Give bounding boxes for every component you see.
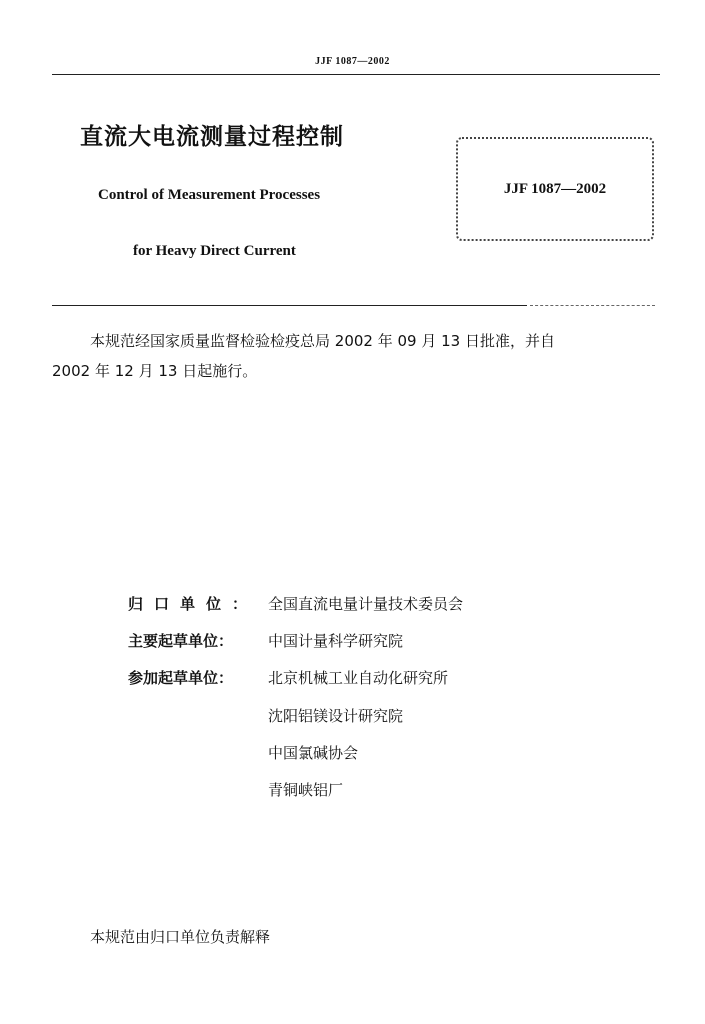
title-chinese: 直流大电流测量过程控制 (80, 124, 344, 150)
responsible-unit-label: 归口单位： (128, 595, 259, 613)
main-drafter-row (128, 629, 404, 653)
participants-row-2 (128, 704, 404, 728)
participant-item: 中国氯碱协会 (268, 744, 359, 762)
interpretation-note: 本规范由归口单位负责解释 (90, 928, 271, 946)
participant-item: 北京机械工业自动化研究所 (268, 669, 449, 687)
title-english-line1: Control of Measurement Processes (98, 187, 321, 203)
participant-item: 沈阳铝镁设计研究院 (268, 707, 404, 725)
approval-line2: 2002 年 12 月 13 日起施行。 (52, 362, 258, 380)
approval-line1: 本规范经国家质量监督检验检疫总局 2002 年 09 月 13 日批准，并自 (90, 332, 555, 350)
participants-row (128, 666, 449, 690)
participants-row-3 (128, 741, 359, 765)
header-standard-code: JJF 1087—2002 (315, 56, 390, 67)
participant-item: 青铜峡铝厂 (268, 781, 344, 799)
section-rule-dashed (530, 305, 655, 306)
responsible-unit-row (128, 592, 464, 616)
standard-code: JJF 1087—2002 (503, 180, 607, 197)
responsible-unit-value: 全国直流电量计量技术委员会 (268, 595, 464, 613)
participants-row-4 (128, 778, 344, 802)
approval-statement (52, 326, 660, 386)
title-english-line2: for Heavy Direct Current (133, 243, 296, 259)
standard-code-box (456, 137, 654, 241)
header-rule (52, 74, 660, 75)
participants-label: 参加起草单位： (128, 669, 234, 687)
main-drafter-value: 中国计量科学研究院 (268, 632, 404, 650)
main-drafter-label: 主要起草单位： (128, 632, 234, 650)
section-rule (52, 305, 527, 306)
